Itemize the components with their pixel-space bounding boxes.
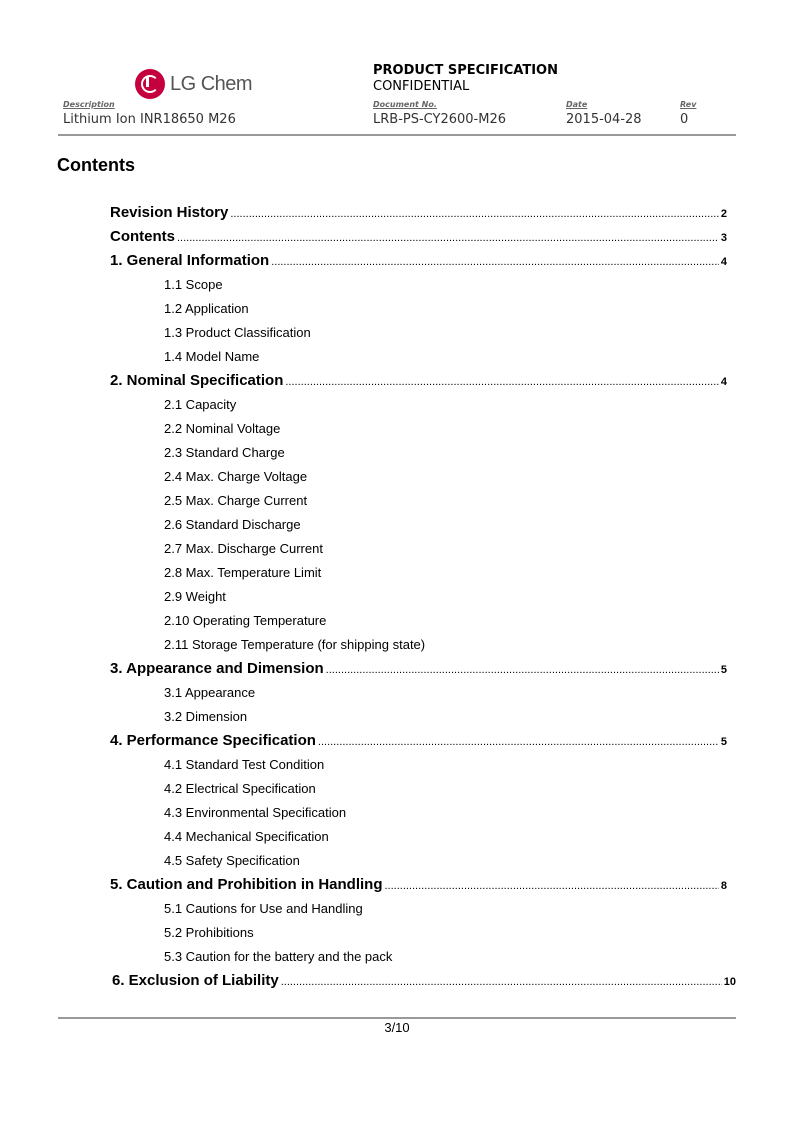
toc-entry-label: 4.1 Standard Test Condition (164, 757, 325, 772)
toc-entry-label: 3.2 Dimension (164, 709, 248, 724)
toc-subsection-entry[interactable] (110, 681, 736, 705)
toc-page-number: 10 (723, 976, 736, 988)
toc-entry-label: 4.4 Mechanical Specification (164, 829, 329, 844)
toc-entry-label: 2.4 Max. Charge Voltage (164, 469, 308, 484)
toc-subsection-entry[interactable] (110, 705, 736, 729)
table-of-contents (110, 201, 736, 993)
toc-subsection-entry[interactable] (110, 945, 736, 969)
toc-subsection-entry[interactable] (110, 321, 736, 345)
toc-entry-label: 1. General Information (110, 252, 270, 269)
lg-chem-logo (135, 69, 252, 99)
header-divider (58, 134, 736, 136)
toc-entry-label: 3. Appearance and Dimension (110, 660, 324, 677)
toc-entry-label: 2.1 Capacity (164, 397, 237, 412)
toc-page-number: 4 (720, 376, 727, 388)
toc-entry-label: 2.11 Storage Temperature (for shipping state) (164, 637, 426, 652)
toc-section-entry[interactable] (112, 969, 736, 993)
toc-entry-label: 6. Exclusion of Liability (112, 972, 279, 989)
toc-entry-label: 2.2 Nominal Voltage (164, 421, 281, 436)
toc-entry-label: 1.2 Application (164, 301, 249, 316)
page-heading: Contents (57, 155, 135, 175)
toc-entry-label: 2. Nominal Specification (110, 372, 284, 389)
toc-entry-label: 5.1 Cautions for Use and Handling (164, 901, 363, 916)
toc-entry-label: Revision History (110, 204, 229, 221)
dot-leader (326, 658, 719, 682)
toc-entry-label: 2.10 Operating Temperature (164, 613, 327, 628)
rev-value: 0 (680, 112, 689, 127)
toc-entry-label: 3.1 Appearance (164, 685, 256, 700)
toc-section-entry[interactable] (110, 249, 727, 273)
doc-classification: CONFIDENTIAL (373, 79, 470, 94)
toc-entry-label: 1.4 Model Name (164, 349, 260, 364)
date-label: Date (566, 100, 588, 109)
lg-logo-icon (135, 69, 165, 99)
dot-leader (177, 226, 719, 250)
toc-subsection-entry[interactable] (110, 345, 736, 369)
description-value: Lithium Ion INR18650 M26 (63, 112, 236, 127)
toc-subsection-entry[interactable] (110, 297, 736, 321)
toc-entry-label: Contents (110, 228, 175, 245)
toc-subsection-entry[interactable] (110, 441, 736, 465)
toc-subsection-entry[interactable] (110, 489, 736, 513)
dot-leader (230, 202, 719, 226)
toc-section-entry[interactable] (110, 729, 727, 753)
toc-subsection-entry[interactable] (110, 753, 736, 777)
dot-leader (318, 730, 719, 754)
description-label: Description (63, 100, 115, 109)
toc-entry-label: 1.3 Product Classification (164, 325, 311, 340)
toc-entry-label: 2.3 Standard Charge (164, 445, 285, 460)
toc-subsection-entry[interactable] (110, 849, 736, 873)
rev-label: Rev (680, 100, 697, 109)
toc-section-entry[interactable] (110, 657, 727, 681)
toc-subsection-entry[interactable] (110, 777, 736, 801)
toc-entry-label: 1.1 Scope (164, 277, 223, 292)
toc-subsection-entry[interactable] (110, 465, 736, 489)
toc-entry-label: 2.5 Max. Charge Current (164, 493, 308, 508)
brand-name: LG Chem (170, 72, 253, 95)
toc-subsection-entry[interactable] (110, 513, 736, 537)
toc-subsection-entry[interactable] (110, 537, 736, 561)
doc-title: PRODUCT SPECIFICATION (373, 63, 558, 78)
toc-entry-label: 4.2 Electrical Specification (164, 781, 316, 796)
toc-page-number: 3 (720, 232, 727, 244)
dot-leader (384, 874, 718, 898)
docno-label: Document No. (373, 100, 437, 109)
page-number: 3/10 (384, 1020, 410, 1035)
docno-value: LRB-PS-CY2600-M26 (373, 112, 506, 127)
toc-section-entry[interactable] (110, 369, 727, 393)
toc-entry-label: 5. Caution and Prohibition in Handling (110, 876, 383, 893)
toc-subsection-entry[interactable] (110, 393, 736, 417)
dot-leader (271, 250, 719, 274)
toc-subsection-entry[interactable] (110, 801, 736, 825)
toc-subsection-entry[interactable] (110, 633, 736, 657)
toc-section-entry[interactable] (110, 225, 727, 249)
dot-leader (281, 970, 722, 994)
toc-page-number: 5 (720, 664, 727, 676)
toc-page-number: 4 (720, 256, 727, 268)
toc-entry-label: 2.7 Max. Discharge Current (164, 541, 323, 556)
dot-leader (285, 370, 719, 394)
toc-section-entry[interactable] (110, 873, 727, 897)
toc-subsection-entry[interactable] (110, 561, 736, 585)
toc-subsection-entry[interactable] (110, 585, 736, 609)
toc-entry-label: 4. Performance Specification (110, 732, 316, 749)
toc-subsection-entry[interactable] (110, 825, 736, 849)
toc-subsection-entry[interactable] (110, 417, 736, 441)
toc-entry-label: 5.3 Caution for the battery and the pack (164, 949, 393, 964)
toc-subsection-entry[interactable] (110, 921, 736, 945)
footer-divider (58, 1017, 736, 1019)
toc-subsection-entry[interactable] (110, 609, 736, 633)
toc-entry-label: 2.8 Max. Temperature Limit (164, 565, 322, 580)
date-value: 2015-04-28 (566, 112, 642, 127)
toc-page-number: 8 (720, 880, 727, 892)
toc-section-entry[interactable] (110, 201, 727, 225)
toc-page-number: 5 (720, 736, 727, 748)
toc-entry-label: 4.3 Environmental Specification (164, 805, 347, 820)
toc-subsection-entry[interactable] (110, 273, 736, 297)
toc-page-number: 2 (720, 208, 727, 220)
toc-subsection-entry[interactable] (110, 897, 736, 921)
toc-entry-label: 4.5 Safety Specification (164, 853, 300, 868)
toc-entry-label: 2.9 Weight (164, 589, 226, 604)
toc-entry-label: 2.6 Standard Discharge (164, 517, 301, 532)
toc-entry-label: 5.2 Prohibitions (164, 925, 254, 940)
